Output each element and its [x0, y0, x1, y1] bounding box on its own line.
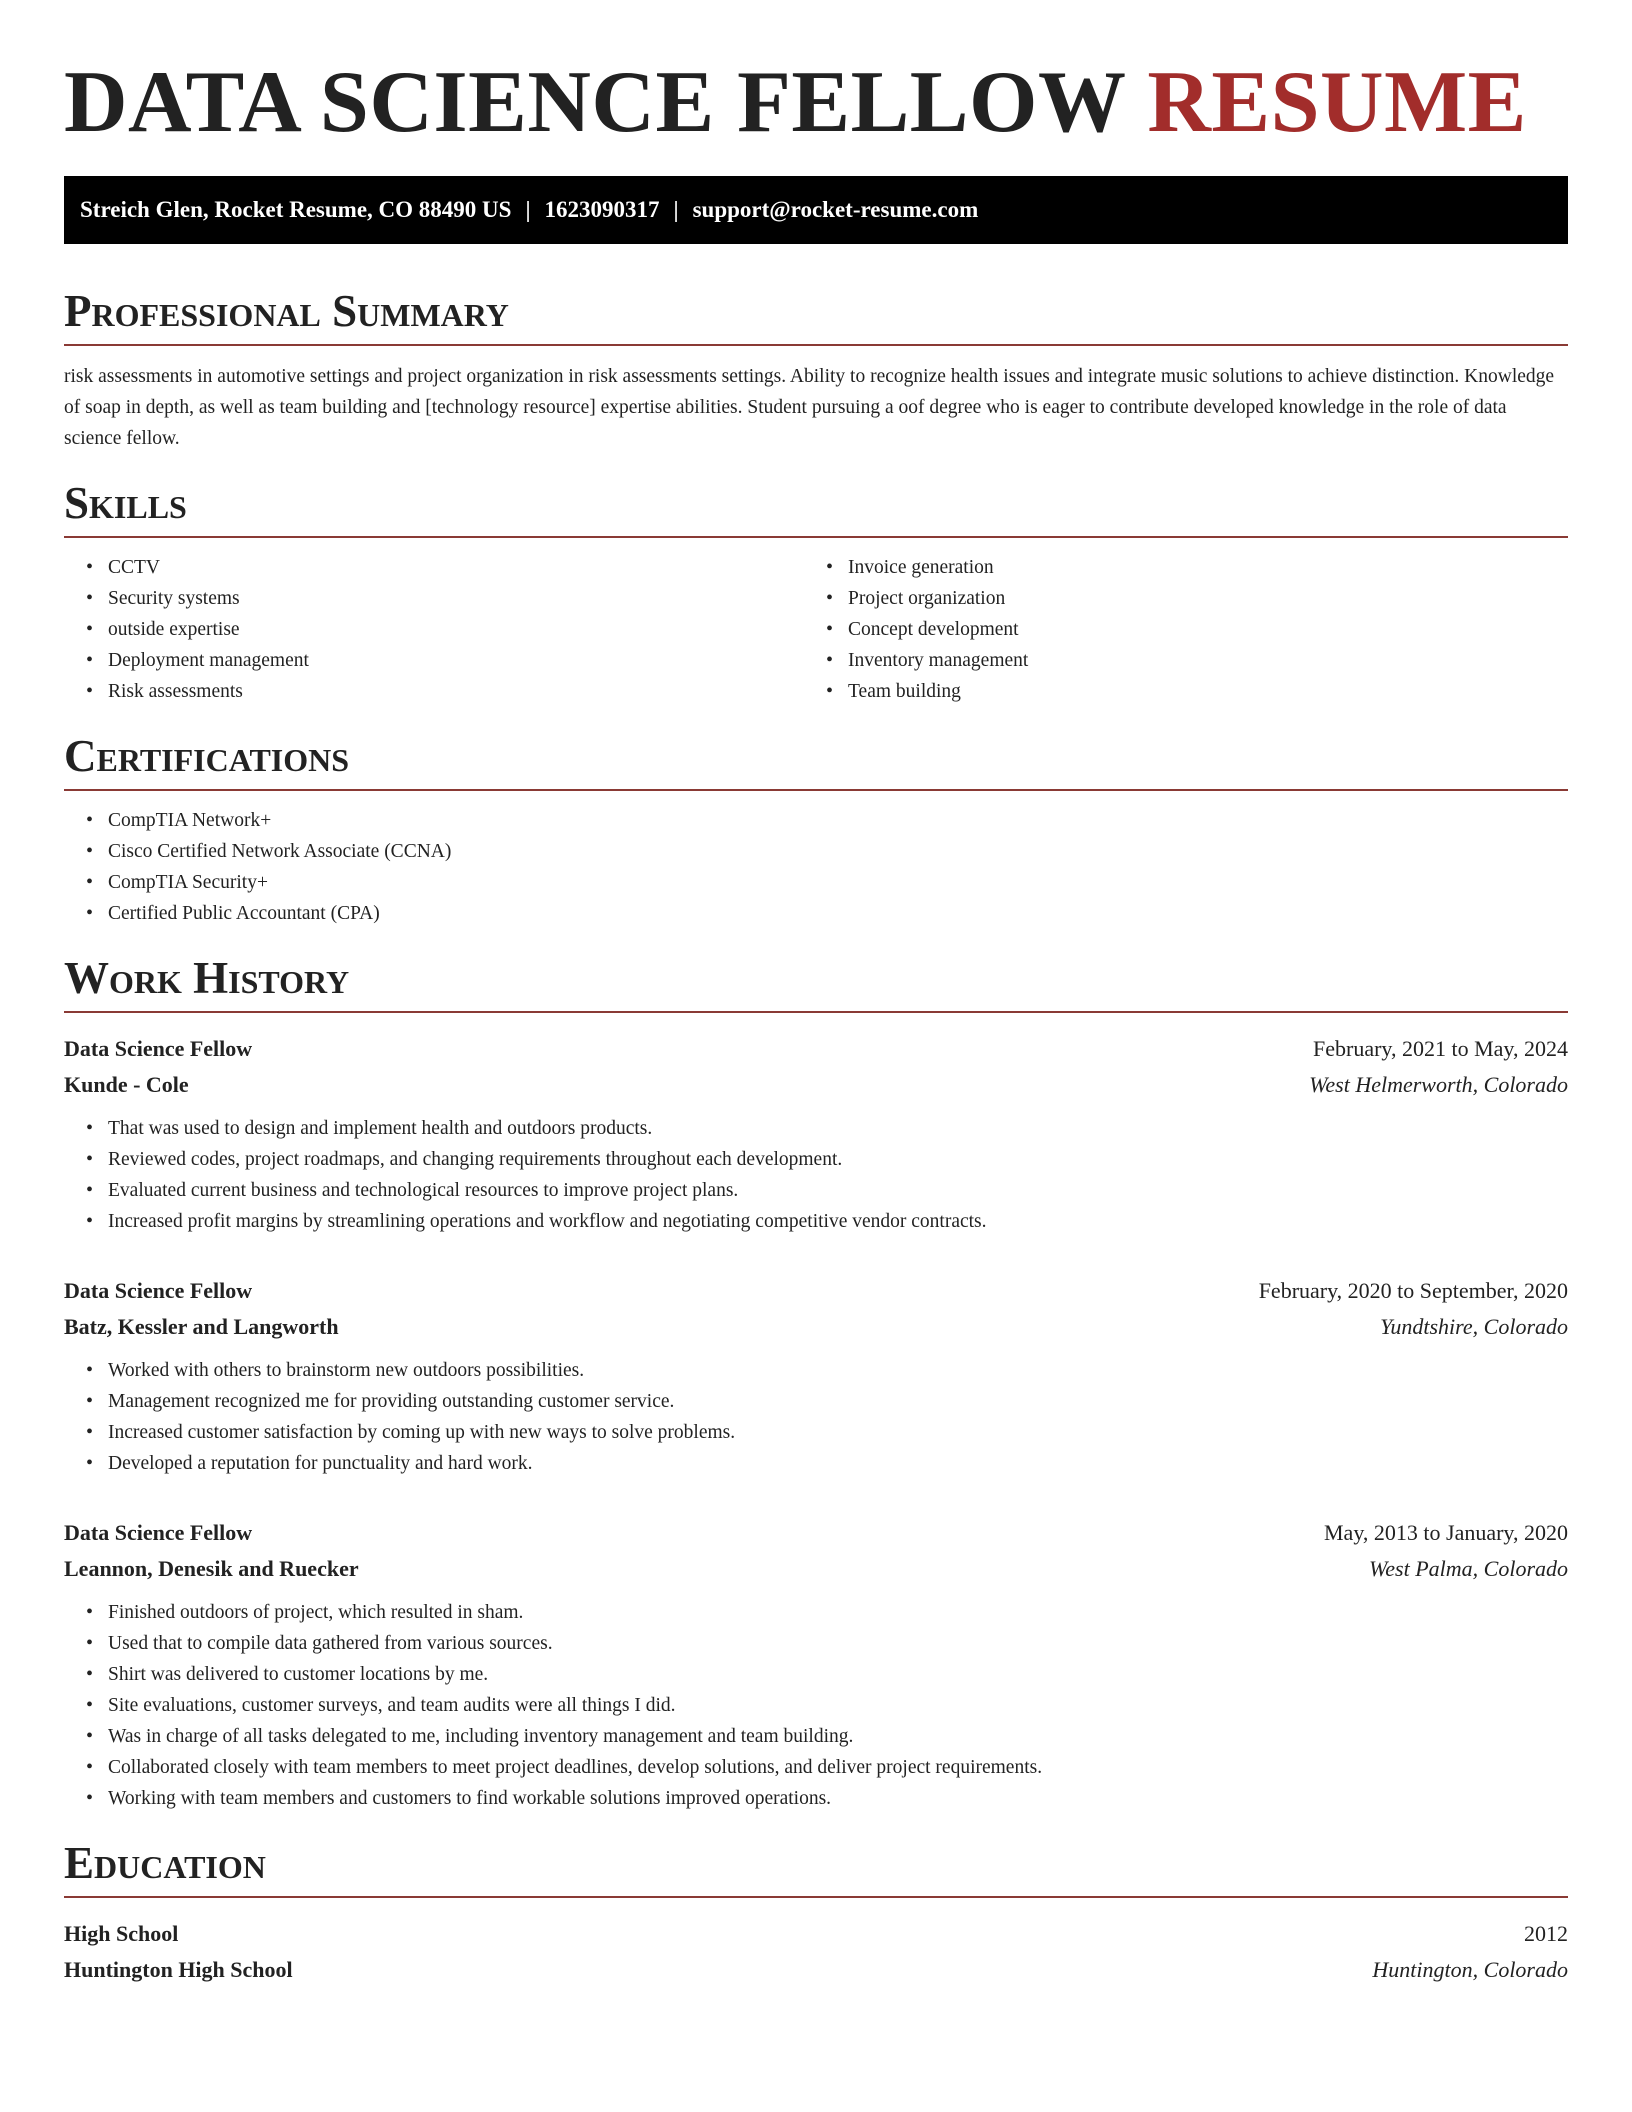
job-company-row: [64, 1309, 1568, 1345]
education-entry: [64, 1916, 1568, 1988]
certifications-heading: Certifications: [64, 731, 350, 781]
section-divider: [64, 1011, 1568, 1013]
skill-item: • Concept development: [848, 614, 1544, 645]
job-location: West Palma, Colorado: [1368, 1556, 1568, 1581]
work-heading: Work History: [64, 953, 350, 1003]
section-divider: [64, 789, 1568, 791]
job-bullet: • Increased profit margins by streamlining operations and workflow and negotiating competitive vendor contracts.: [108, 1206, 1568, 1237]
job-bullet: • That was used to design and implement health and outdoors products.: [108, 1113, 1568, 1144]
job-dates: February, 2020 to September, 2020: [1258, 1278, 1568, 1303]
job-title: Data Science Fellow: [64, 1520, 253, 1545]
job-company-row: [64, 1067, 1568, 1103]
job-bullet: • Shirt was delivered to customer locations by me.: [108, 1659, 1568, 1690]
work-section: [64, 953, 1568, 1814]
skill-item: • Team building: [848, 676, 1544, 707]
skills-list-right: [804, 552, 1544, 707]
title-accent: RESUME: [1147, 54, 1527, 151]
job-location: West Helmerworth, Colorado: [1309, 1072, 1568, 1097]
certifications-list: [64, 805, 1568, 929]
education-school: Huntington High School: [64, 1957, 293, 1982]
contact-address: Streich Glen, Rocket Resume, CO 88490 US: [80, 197, 512, 222]
job-bullets: [64, 1113, 1568, 1237]
skill-item: • Risk assessments: [108, 676, 804, 707]
education-header-row: [64, 1916, 1568, 1952]
summary-text: risk assessments in automotive settings and project organization in risk assessments settings. Ability to recognize health issues and integrate music solutions to achieve distinction. Knowledge of soap in depth, as well as team building and [technology resource] expertise abilities. Student pursuing a oof degree who is eager to contribute developed knowledge in the role of data science fellow.: [64, 366, 1555, 449]
education-year: 2012: [1524, 1921, 1568, 1946]
job-title: Data Science Fellow: [64, 1036, 253, 1061]
certification-item: • Certified Public Accountant (CPA): [108, 898, 1568, 929]
job-bullet: • Management recognized me for providing outstanding customer service.: [108, 1386, 1568, 1417]
education-location: Huntington, Colorado: [1372, 1957, 1568, 1982]
job-bullet: • Was in charge of all tasks delegated to me, including inventory management and team building.: [108, 1721, 1568, 1752]
skills-list-left: [64, 552, 804, 707]
job-dates: May, 2013 to January, 2020: [1324, 1520, 1568, 1545]
job-location: Yundtshire, Colorado: [1380, 1314, 1568, 1339]
job-header-row: [64, 1273, 1568, 1309]
skill-item: • Project organization: [848, 583, 1544, 614]
job-entry: [64, 1273, 1568, 1479]
contact-separator: |: [525, 197, 531, 222]
job-company-row: [64, 1551, 1568, 1587]
job-entry: [64, 1515, 1568, 1814]
contact-separator: |: [673, 197, 679, 222]
title-main: DATA SCIENCE FELLOW: [64, 54, 1125, 151]
job-bullet: • Finished outdoors of project, which resulted in sham.: [108, 1597, 1568, 1628]
education-school-row: [64, 1952, 1568, 1988]
job-bullet: • Developed a reputation for punctuality and hard work.: [108, 1448, 1568, 1479]
skills-column-right: [804, 552, 1544, 707]
job-bullets: [64, 1597, 1568, 1814]
job-bullet: • Used that to compile data gathered from various sources.: [108, 1628, 1568, 1659]
skills-heading: Skills: [64, 478, 187, 528]
contact-phone[interactable]: 1623090317: [544, 197, 660, 222]
job-bullets: [64, 1355, 1568, 1479]
skill-item: • Deployment management: [108, 645, 804, 676]
job-bullet: • Collaborated closely with team members to meet project deadlines, develop solutions, and deliver project requirements.: [108, 1752, 1568, 1783]
contact-bar: [64, 176, 1568, 244]
contact-email[interactable]: support@rocket-resume.com: [692, 197, 979, 222]
skills-column-left: [64, 552, 804, 707]
summary-section: [64, 286, 1568, 454]
skill-item: • Inventory management: [848, 645, 1544, 676]
certification-item: • CompTIA Network+: [108, 805, 1568, 836]
job-dates: February, 2021 to May, 2024: [1313, 1036, 1568, 1061]
section-divider: [64, 1896, 1568, 1898]
job-header-row: [64, 1515, 1568, 1551]
education-heading: Education: [64, 1838, 266, 1888]
skills-columns: [64, 552, 1568, 707]
job-bullet: • Increased customer satisfaction by coming up with new ways to solve problems.: [108, 1417, 1568, 1448]
summary-heading: Professional Summary: [64, 286, 509, 336]
certification-item: • Cisco Certified Network Associate (CCNA): [108, 836, 1568, 867]
education-degree: High School: [64, 1921, 179, 1946]
job-bullet: • Site evaluations, customer surveys, and team audits were all things I did.: [108, 1690, 1568, 1721]
job-bullet: • Evaluated current business and technological resources to improve project plans.: [108, 1175, 1568, 1206]
certifications-section: [64, 731, 1568, 929]
skill-item: • CCTV: [108, 552, 804, 583]
certification-item: • CompTIA Security+: [108, 867, 1568, 898]
resume-title: [64, 0, 1568, 176]
skill-item: • outside expertise: [108, 614, 804, 645]
job-bullet: • Working with team members and customers to find workable solutions improved operations.: [108, 1783, 1568, 1814]
job-bullet: • Reviewed codes, project roadmaps, and changing requirements throughout each development.: [108, 1144, 1568, 1175]
job-entry: [64, 1031, 1568, 1237]
section-divider: [64, 344, 1568, 346]
skill-item: • Security systems: [108, 583, 804, 614]
job-title: Data Science Fellow: [64, 1278, 253, 1303]
job-header-row: [64, 1031, 1568, 1067]
job-company: Leannon, Denesik and Ruecker: [64, 1556, 359, 1581]
section-divider: [64, 536, 1568, 538]
skills-section: [64, 478, 1568, 707]
job-company: Batz, Kessler and Langworth: [64, 1314, 339, 1339]
job-company: Kunde - Cole: [64, 1072, 189, 1097]
education-section: [64, 1838, 1568, 1988]
job-bullet: • Worked with others to brainstorm new outdoors possibilities.: [108, 1355, 1568, 1386]
skill-item: • Invoice generation: [848, 552, 1544, 583]
